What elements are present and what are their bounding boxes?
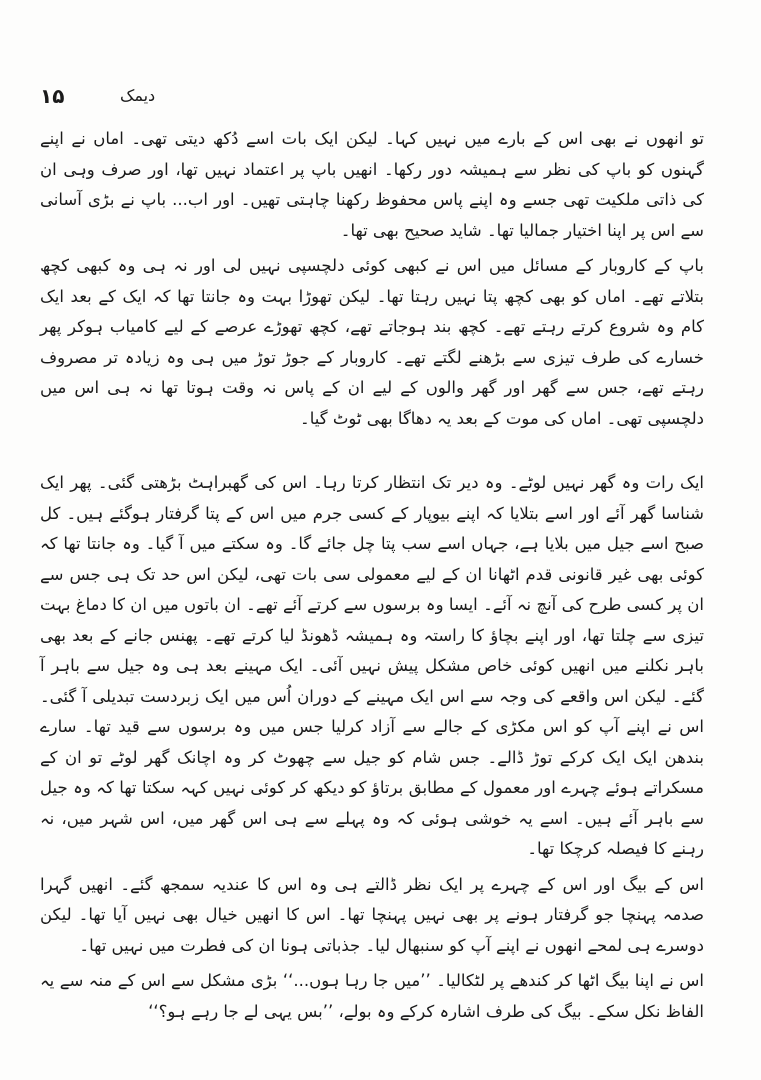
paragraph-5: اس نے اپنا بیگ اٹھا کر کندھے پر لٹکالیا۔ ’’میں جا رہا ہوں...‘‘ بڑی مشکل سے اس کے منہ سے یہ الفاظ نکل سکے۔ بیگ کی طرف اشارہ کرکے وہ بولے، ’’بس یہی لے جا رہے ہو؟‘‘: [40, 971, 704, 1021]
page-header: [40, 84, 710, 114]
paragraph-3: ایک رات وہ گھر نہیں لوٹے۔ وہ دیر تک انتظار کرتا رہا۔ اس کی گھبراہٹ بڑھتی گئی۔ پھر ایک شناسا گھر آئے اور اسے بتلایا کہ اپنے بیوپار کے کسی جرم میں اس کے پتا گرفتار ہوگئے ہیں۔ کل صبح اسے جیل میں بلایا ہے، جہاں اسے سب پتا چل جائے گا۔ وہ سکتے میں آ گیا۔ وہ جانتا تھا کہ کوئی بھی غیر قانونی قدم اٹھانا ان کے لیے معمولی سی بات تھی، لیکن اس حد تک ہی جس سے ان پر کسی طرح کی آنچ نہ آئے۔ ایسا وہ برسوں سے کرتے آئے تھے۔ ان باتوں میں ان کا دماغ بہت تیزی سے چلتا تھا، اور اپنے بچاؤ کا راستہ وہ ہمیشہ ڈھونڈ لیا کرتے تھے۔ پھنس جانے کے بعد بھی باہر نکلنے میں انھیں کوئی خاص مشکل پیش نہیں آئی۔ ایک مہینے بعد ہی وہ جیل سے باہر آ گئے۔ لیکن اس واقعے کی وجہ سے اس ایک مہینے کے دوران اُس میں ایک زبردست تبدیلی آ گئی۔ اس نے اپنے آپ کو اس مکڑی کے جالے سے آزاد کرلیا جس میں وہ برسوں سے قید تھا۔ سارے بندھن ایک ایک کرکے توڑ ڈالے۔ جس شام کو جیل سے چھوٹ کر وہ اچانک گھر لوٹے تو ان کے مسکراتے ہوئے چہرے اور معمول کے مطابق برتاؤ کو دیکھ کر کوئی نہیں کہہ سکتا تھا کہ وہ جیل سے باہر آئے ہیں۔ اسے یہ خوشی ہوئی کہ وہ پہلے سے ہی اس گھر میں، اس شہر میں، نہ رہنے کا فیصلہ کرچکا تھا۔: [40, 473, 704, 858]
paragraph-2: باپ کے کاروبار کے مسائل میں اس نے کبھی کوئی دلچسپی نہیں لی اور نہ ہی وہ کبھی کچھ بتلاتے تھے۔ اماں کو بھی کچھ پتا نہیں رہتا تھا۔ لیکن تھوڑا بہت وہ جانتا تھا کہ ایک کے بعد ایک کام وہ شروع کرتے رہتے تھے۔ کچھ بند ہوجاتے تھے، کچھ تھوڑے عرصے کے لیے کامیاب ہوکر پھر خسارے کی طرف تیزی سے بڑھنے لگتے تھے۔ کاروبار کے جوڑ توڑ میں ہی وہ زیادہ تر مصروف رہتے تھے، جس سے گھر اور گھر والوں کے لیے ان کے پاس نہ وقت ہوتا تھا نہ ہی اس میں دلچسپی تھی۔ اماں کی موت کے بعد یہ دھاگا بھی ٹوٹ گیا۔: [40, 256, 704, 428]
paragraph-4: اس کے بیگ اور اس کے چہرے پر ایک نظر ڈالتے ہی وہ اس کا عندیہ سمجھ گئے۔ انھیں گہرا صدمہ پہنچا جو گرفتار ہونے پر بھی نہیں پہنچا تھا۔ اس کا انھیں خیال بھی نہیں آیا تھا۔ لیکن دوسرے ہی لمحے انھوں نے اپنے آپ کو سنبھال لیا۔ جذباتی ہونا ان کی فطرت میں نہیں تھا۔: [40, 874, 704, 955]
running-title: دیمک: [120, 86, 156, 105]
page-number: ۱۵: [40, 84, 65, 108]
body-text: [40, 124, 704, 1032]
paragraph-1: تو انھوں نے بھی اس کے بارے میں نہیں کہا۔ لیکن ایک بات اسے دُکھ دیتی تھی۔ اماں نے اپنے گہنوں کو باپ کی نظر سے ہمیشہ دور رکھا۔ انھیں باپ پر اعتماد نہیں تھا، اور صرف وہی ان کی ذاتی ملکیت تھی جسے وہ اپنے پاس محفوظ رکھنا چاہتی تھیں۔ اور اب... باپ نے بڑی آسانی سے اس پر اپنا اختیار جمالیا تھا۔ شاید صحیح بھی تھا۔: [40, 129, 704, 240]
